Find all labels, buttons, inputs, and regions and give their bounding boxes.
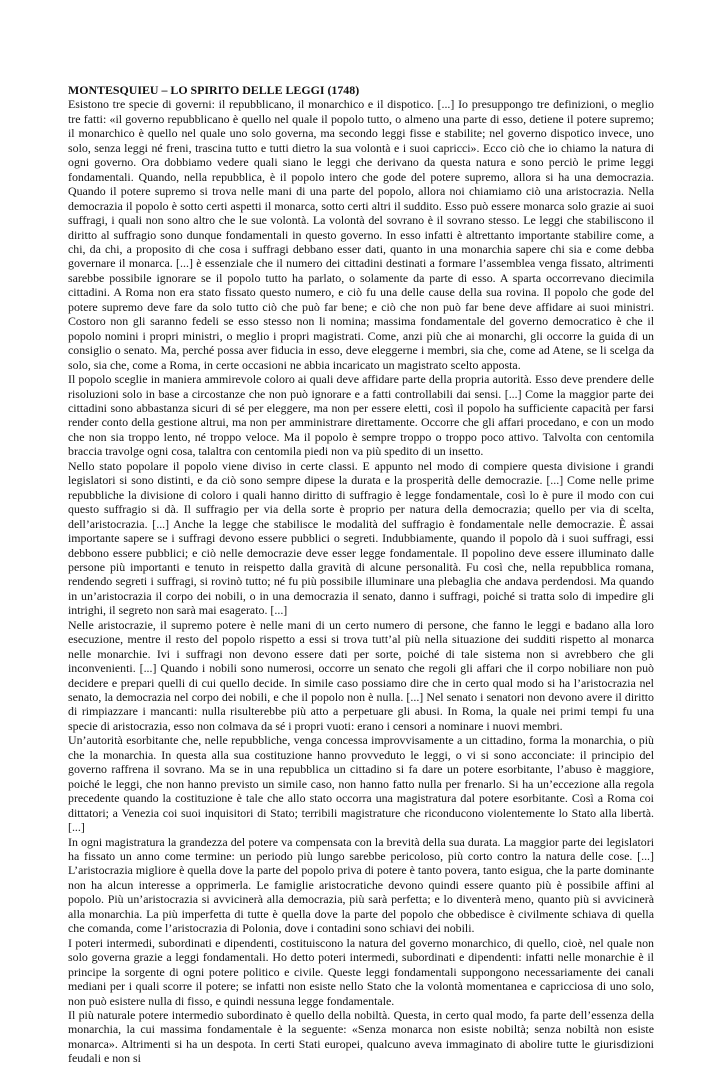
paragraph-6: In ogni magistratura la grandezza del potere va compensata con la brevità della sua durata. La maggior parte dei legislatori ha fissato un anno come termine: un periodo più lungo sarebbe pericoloso, più corto contro la natura delle cose. [...] L’aristocrazia migliore è quella dove la parte del popolo priva di potere è tanto povera, tanto esigua, che la parte dominante non ha alcun interesse a opprimerla. Le famiglie aristocratiche devono quindi essere quanto più è possibile affini al popolo. Più un’aristocrazia si avvicinerà alla democrazia, più sarà perfetta; e lo diventerà meno, quanto più si avvicinerà alla monarchia. La più imperfetta di tutte è quella dove la parte del popolo che obbedisce è civilmente schiava di quella che comanda, come l’aristocrazia di Polonia, dove i contadini sono schiavi dei nobili.: [68, 834, 654, 936]
paragraph-1: Esistono tre specie di governi: il repubblicano, il monarchico e il dispotico. [...] Io presuppongo tre definizioni, o meglio tre fatti: «il governo repubblicano è quello nel quale il popolo tutto, o almeno una parte di esso, detiene il potere supremo; il monarchico è quello nel quale uno solo governa, ma secondo leggi fisse e stabilite; nel governo dispotico invece, uno solo, senza leggi né freni, trascina tutto e tutti dietro la sua volontà e i suoi capricci». Ecco ciò che io chiamo la natura di ogni governo. Ora dobbiamo vedere quali siano le leggi che derivano da questa natura e sono perciò le prime leggi fondamentali. Quando, nella repubblica, è il popolo intero che gode del potere supremo, allora si ha una democrazia. Quando il potere supremo si trova nelle mani di una parte del popolo, allora noi chiamiamo ciò una aristocrazia. Nella democrazia il popolo è sotto certi aspetti il monarca, sotto certi altri il suddito. Esso può essere monarca solo grazie ai suoi suffragi, i quali non sono altro che le sue volontà. La volontà del sovrano è il sovrano stesso. Le leggi che stabiliscono il diritto al suffragio sono dunque fondamentali in questo governo. In esso infatti è altrettanto importante stabilire come, a chi, da chi, a proposito di che cosa i suffragi debbano esser dati, quanto in una monarchia sapere chi sia e come debba governare il monarca. [...] è essenziale che il numero dei cittadini destinati a formare l’assemblea venga fissato, altrimenti sarebbe possibile ignorare se il popolo tutto ha parlato, o solamente da parte di esso. A sparta occorrevano diecimila cittadini. A Roma non era stato fissato questo numero, e ciò fu una delle cause della sua rovina. Il popolo che gode del potere supremo deve fare da solo tutto ciò che può far bene; e ciò che non può far bene deve affidare ai suoi ministri. Costoro non gli saranno fedeli se esso stesso non li nomina; massima fondamentale del governo democratico è che il popolo nomini i propri ministri, o meglio i propri magistrati. Come, anzi più che ai monarchi, gli occorre la guida di un consiglio o senato. Ma, perché possa aver fiducia in esso, deve eleggerne i membri, sia che, come ad Atene, se li scelga da solo, sia che, come a Roma, in certe occasioni ne abbia incaricato un magistrato scelto apposta.: [68, 97, 654, 372]
paragraph-5: Un’autorità esorbitante che, nelle repubbliche, venga concessa improvvisamente a un cittadino, forma la monarchia, o più che la monarchia. In questa alla sua costituzione hanno provveduto le leggi, o vi si sono acconciate: il principio del governo raffrena il sovrano. Ma se in una repubblica un cittadino si fa dare un potere esorbitante, l’abuso è maggiore, poiché le leggi, che non hanno previsto un simile caso, non hanno fatto nulla per frenarlo. Si ha un’eccezione alla regola precedente quando la costituzione è tale che allo stato occorra una magistratura dal potere esorbitante. Così a Roma coi dittatori; a Venezia coi suoi inquisitori di Stato; terribili magistrature che riconducono violentemente lo Stato alla libertà. [...]: [68, 733, 654, 835]
paragraph-8: Il più naturale potere intermedio subordinato è quello della nobiltà. Questa, in certo qual modo, fa parte dell’essenza della monarchia, la cui massima fondamentale è la seguente: «Senza monarca non esiste nobiltà; senza nobiltà non esiste monarca». Altrimenti si ha un despota. In certi Stati europei, qualcuno aveva immaginato di abolire tutte le giurisdizioni feudali e non si: [68, 1008, 654, 1066]
document-title: MONTESQUIEU – LO SPIRITO DELLE LEGGI (1748): [68, 83, 360, 97]
paragraph-3: Nello stato popolare il popolo viene diviso in certe classi. E appunto nel modo di compiere questa divisione i grandi legislatori si sono distinti, e da ciò sono sempre dipese la durata e la prosperità delle democrazie. [...] Come nelle prime repubbliche la divisione di coloro i quali hanno diritto di suffragio è legge fondamentale, così lo è pure il modo con cui questo suffragio si dà. Il suffragio per via della sorte è proprio per natura della democrazia; quello per via di scelta, dell’aristocrazia. [...] Anche la legge che stabilisce le modalità del suffragio è fondamentale nelle democrazie. È assai importante sapere se i suffragi devono essere pubblici o segreti. Indubbiamente, quando il popolo dà i suoi suffragi, essi debbono essere pubblici; e ciò nelle democrazie deve esser legge fondamentale. Il popolino deve essere illuminato dalle persone più importanti e tenuto in reispetto dalla gravità di alcune personalità. Fu così che, nella repubblica romana, rendendo segreti i suffragi, si rovinò tutto; né fu più possibile illuminare una plebaglia che andava perdendosi. Ma quando in un’aristocrazia il corpo dei nobili, o in una democrazia il senato, danno i suffragi, poiché si tratta solo di impedire gli intrighi, il segreto non sarà mai esagerato. [...]: [68, 458, 654, 618]
document-page: [68, 83, 654, 1066]
paragraph-7: I poteri intermedi, subordinati e dipendenti, costituiscono la natura del governo monarchico, di quello, cioè, nel quale non solo governa grazie a leggi fondamentali. Ho detto poteri intermedi, subordinati e dipendenti: infatti nelle monarchie è il principe la sorgente di ogni potere politico e civile. Queste leggi fondamentali suppongono necessariamente dei canali mediani per i quali scorre il potere; se infatti non esiste nello Stato che la volontà momentanea e capricciosa di uno solo, non può esistere nulla di fisso, e quindi nessuna legge fondamentale.: [68, 935, 654, 1008]
paragraph-4: Nelle aristocrazie, il supremo potere è nelle mani di un certo numero di persone, che fanno le leggi e badano alla loro esecuzione, mentre il resto del popolo rispetto a essi si trova tutt’al più nella situazione dei sudditi rispetto al monarca nelle monarchie. Ivi i suffragi non devono essere dati per sorte, poiché di tale sistema non si avrebbero che gli inconvenienti. [...] Quando i nobili sono numerosi, occorre un senato che regoli gli affari che il corpo nobiliare non può decidere e prepari quelli di cui quello decide. In simile caso possiamo dire che in certo qual modo si ha l’aristocrazia nel senato, la democrazia nel corpo dei nobili, e che il popolo non è nulla. [...] Nel senato i senatori non devono avere il diritto di rimpiazzare i mancanti: nulla risulterebbe più atto a perpetuare gli abusi. In Roma, la quale nei primi tempi fu una specie di aristocrazia, esso non colmava da sé i propri vuoti: erano i censori a nominare i nuovi membri.: [68, 617, 654, 733]
paragraph-2: Il popolo sceglie in maniera ammirevole coloro ai quali deve affidare parte della propria autorità. Esso deve prendere delle risoluzioni solo in base a circostanze che non può ignorare e a fatti controllabili dai sensi. [...] Come la maggior parte dei cittadini sono abbastanza sicuri di sé per eleggere, ma non per essere eletti, così il popolo ha sufficiente capacità per farsi render conto della gestione altrui, ma non per amministrare direttamente. Occorre che gli affari procedano, e con un modo che non sia troppo lento, né troppo veloce. Ma il popolo è sempre troppo o troppo poco attivo. Talvolta con centomila braccia travolge ogni cosa, talaltra con centomila piedi non va più spedito di un insetto.: [68, 372, 654, 459]
